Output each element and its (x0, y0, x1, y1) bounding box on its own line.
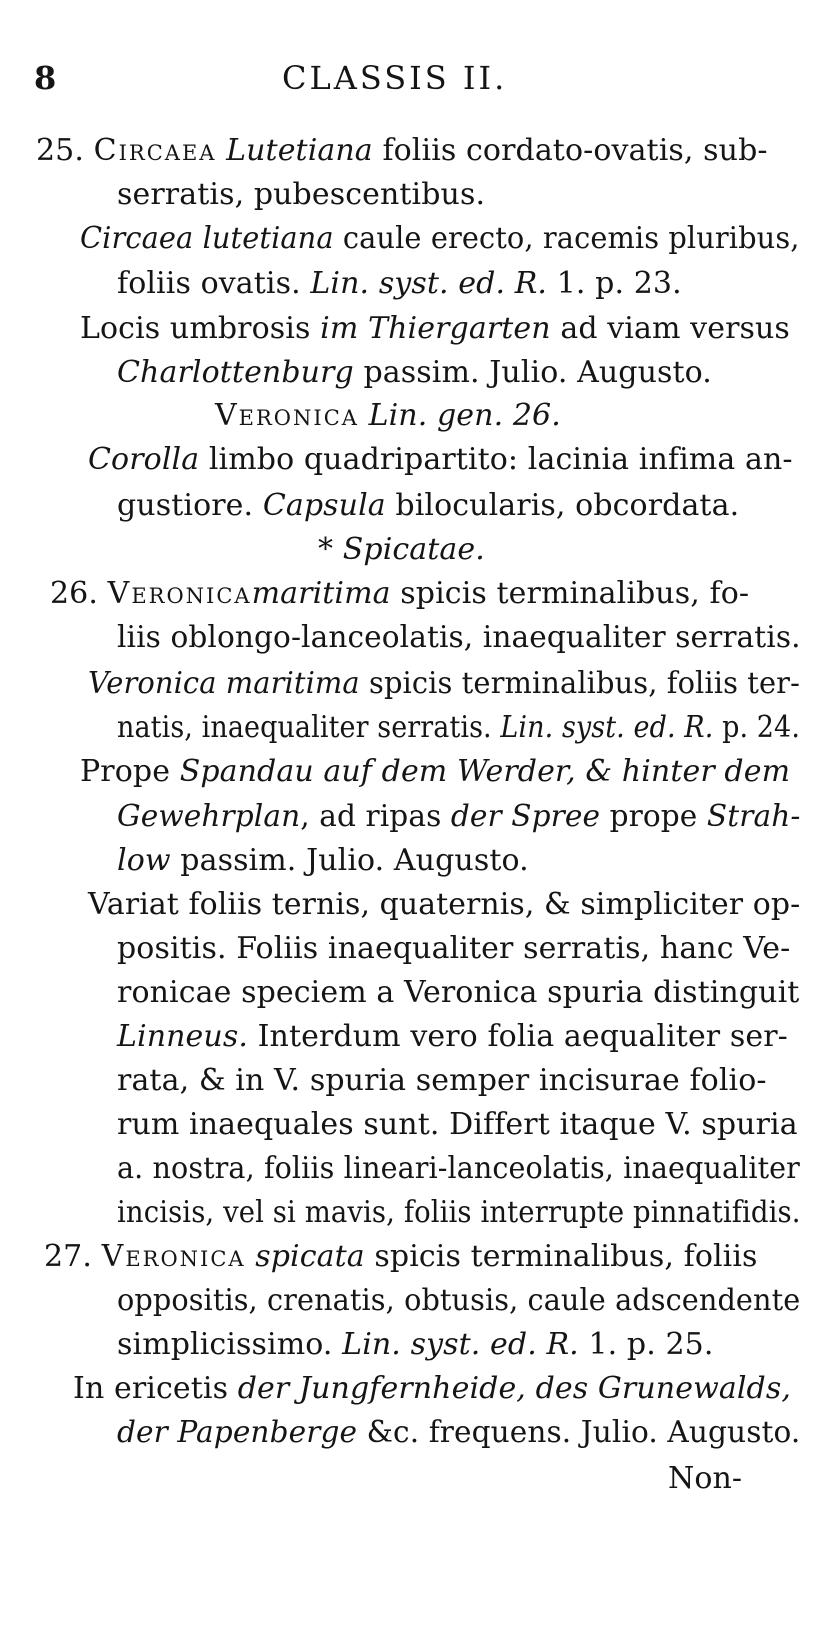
locality-text: ad viam versus (560, 311, 790, 346)
variat-text: rata, & in V. spuria semper incisurae folio- (117, 1063, 767, 1098)
locality-text: In ericetis (73, 1371, 229, 1406)
place-name: Gewehrplan (117, 799, 301, 834)
reference-page: p. 24. (722, 710, 801, 745)
diagnosis-text: liis oblongo-lanceolatis, inaequaliter serratis. (117, 620, 801, 655)
author-name: Linneus. (117, 1019, 248, 1054)
locality-text: Prope (80, 754, 171, 789)
corolla-line (88, 440, 793, 480)
species-name: maritima (251, 576, 391, 611)
diagnosis-text: foliis cordato-ovatis, sub- (382, 133, 768, 168)
variat-text: ronicae speciem a Veronica spuria distinguit (117, 975, 800, 1010)
genus-name: Circaea (93, 133, 217, 168)
synonym-line (117, 708, 800, 748)
locality-text: Locis umbrosis (80, 311, 311, 346)
entry-number: 25. (36, 133, 85, 168)
reference-page: 1. p. 23. (556, 266, 682, 301)
diagnosis-text: serratis, pubescentibus. (117, 177, 486, 212)
section-heading: * Spicatae. (318, 532, 485, 567)
corolla-text: limbo quadripartito: lacinia infima an- (208, 442, 793, 477)
locality-line (117, 1413, 800, 1453)
literature-reference: Lin. syst. ed. R. (342, 1327, 579, 1362)
literature-reference: Lin. syst. ed. R. (310, 266, 548, 301)
locality-line (80, 309, 790, 349)
locality-line (117, 841, 529, 881)
variat-line (117, 1017, 788, 1057)
catchword: Non- (668, 1461, 743, 1496)
locality-line (73, 1369, 791, 1409)
locality-text: passim. Julio. Augusto. (180, 843, 529, 878)
page-title: CLASSIS II. (282, 59, 508, 97)
place-name: der Spree (450, 799, 601, 834)
variat-text: positis. Foliis inaequaliter serratis, hanc Ve- (117, 931, 791, 966)
entry-25-line-1 (36, 131, 768, 171)
place-name: im Thiergarten (320, 311, 551, 346)
page-number: 8 (34, 59, 60, 97)
place-name: Strah- (706, 799, 801, 834)
genus-name: Veronica (107, 576, 252, 611)
synonym-text: natis, inaequaliter serratis. (117, 710, 492, 745)
synonym-line (80, 219, 799, 259)
locality-line (80, 752, 790, 792)
synonym-text: foliis ovatis. (117, 266, 301, 301)
diagnosis-text: spicis terminalibus, fo- (400, 576, 750, 611)
place-name: der Papenberge (117, 1415, 358, 1450)
place-name: der Jungfernheide, des Grunewalds, (237, 1371, 791, 1406)
locality-line (117, 797, 800, 837)
variat-text: Variat foliis ternis, quaternis, & simpliciter op- (88, 887, 801, 922)
variat-text: incisis, vel si mavis, foliis interrupte pinnatifidis. (117, 1195, 801, 1230)
species-name: Lutetiana (226, 133, 373, 168)
locality-text: , ad ripas (300, 799, 442, 834)
place-name: Spandau auf dem Werder, & hinter dem (179, 754, 791, 789)
entry-number: 26. (50, 576, 99, 611)
locality-text: &c. frequens. Julio. Augusto. (366, 1415, 801, 1450)
variat-text: rum inaequales sunt. Differt itaque V. spuria (117, 1107, 798, 1142)
synonym-name: Veronica maritima (88, 666, 360, 701)
entry-26-line-1 (50, 574, 749, 614)
variat-text: Interdum vero folia aequaliter ser- (257, 1019, 788, 1054)
entry-27-line-1 (44, 1237, 758, 1277)
diagnosis-text: spicis terminalibus, foliis (374, 1239, 758, 1274)
synonym-text: caule erecto, racemis pluribus, (342, 221, 800, 256)
literature-reference: Lin. syst. ed. R. (500, 710, 714, 745)
diagnosis-line (117, 1325, 714, 1365)
genus-name: Veronica (101, 1239, 246, 1274)
place-name: Charlottenburg (117, 355, 354, 390)
locality-text: prope (609, 799, 698, 834)
entry-number: 27. (44, 1239, 93, 1274)
synonym-line (117, 264, 682, 304)
place-name: low (117, 843, 171, 878)
locality-text: passim. Julio. Augusto. (363, 355, 712, 390)
genus-reference: Lin. gen. 26. (368, 398, 561, 433)
capsula-label: Capsula (262, 488, 386, 523)
synonym-line (88, 664, 800, 704)
diagnosis-text: simplicissimo. (117, 1327, 333, 1362)
synonym-name: Circaea lutetiana (80, 221, 334, 256)
genus-heading (215, 396, 561, 436)
species-name: spicata (255, 1239, 365, 1274)
synonym-text: spicis terminalibus, foliis ter- (369, 666, 800, 701)
variat-text: a. nostra, foliis lineari-lanceolatis, inaequaliter (117, 1151, 800, 1186)
diagnosis-text: oppositis, crenatis, obtusis, caule adscendente (117, 1283, 801, 1318)
reference-page: 1. p. 25. (588, 1327, 714, 1362)
capsula-text: bilocularis, obcordata. (395, 488, 740, 523)
capsula-line (117, 486, 739, 526)
corolla-text: gustiore. (117, 488, 254, 523)
corolla-label: Corolla (88, 442, 200, 477)
locality-line (117, 353, 712, 393)
genus-name: Veronica (215, 398, 359, 433)
